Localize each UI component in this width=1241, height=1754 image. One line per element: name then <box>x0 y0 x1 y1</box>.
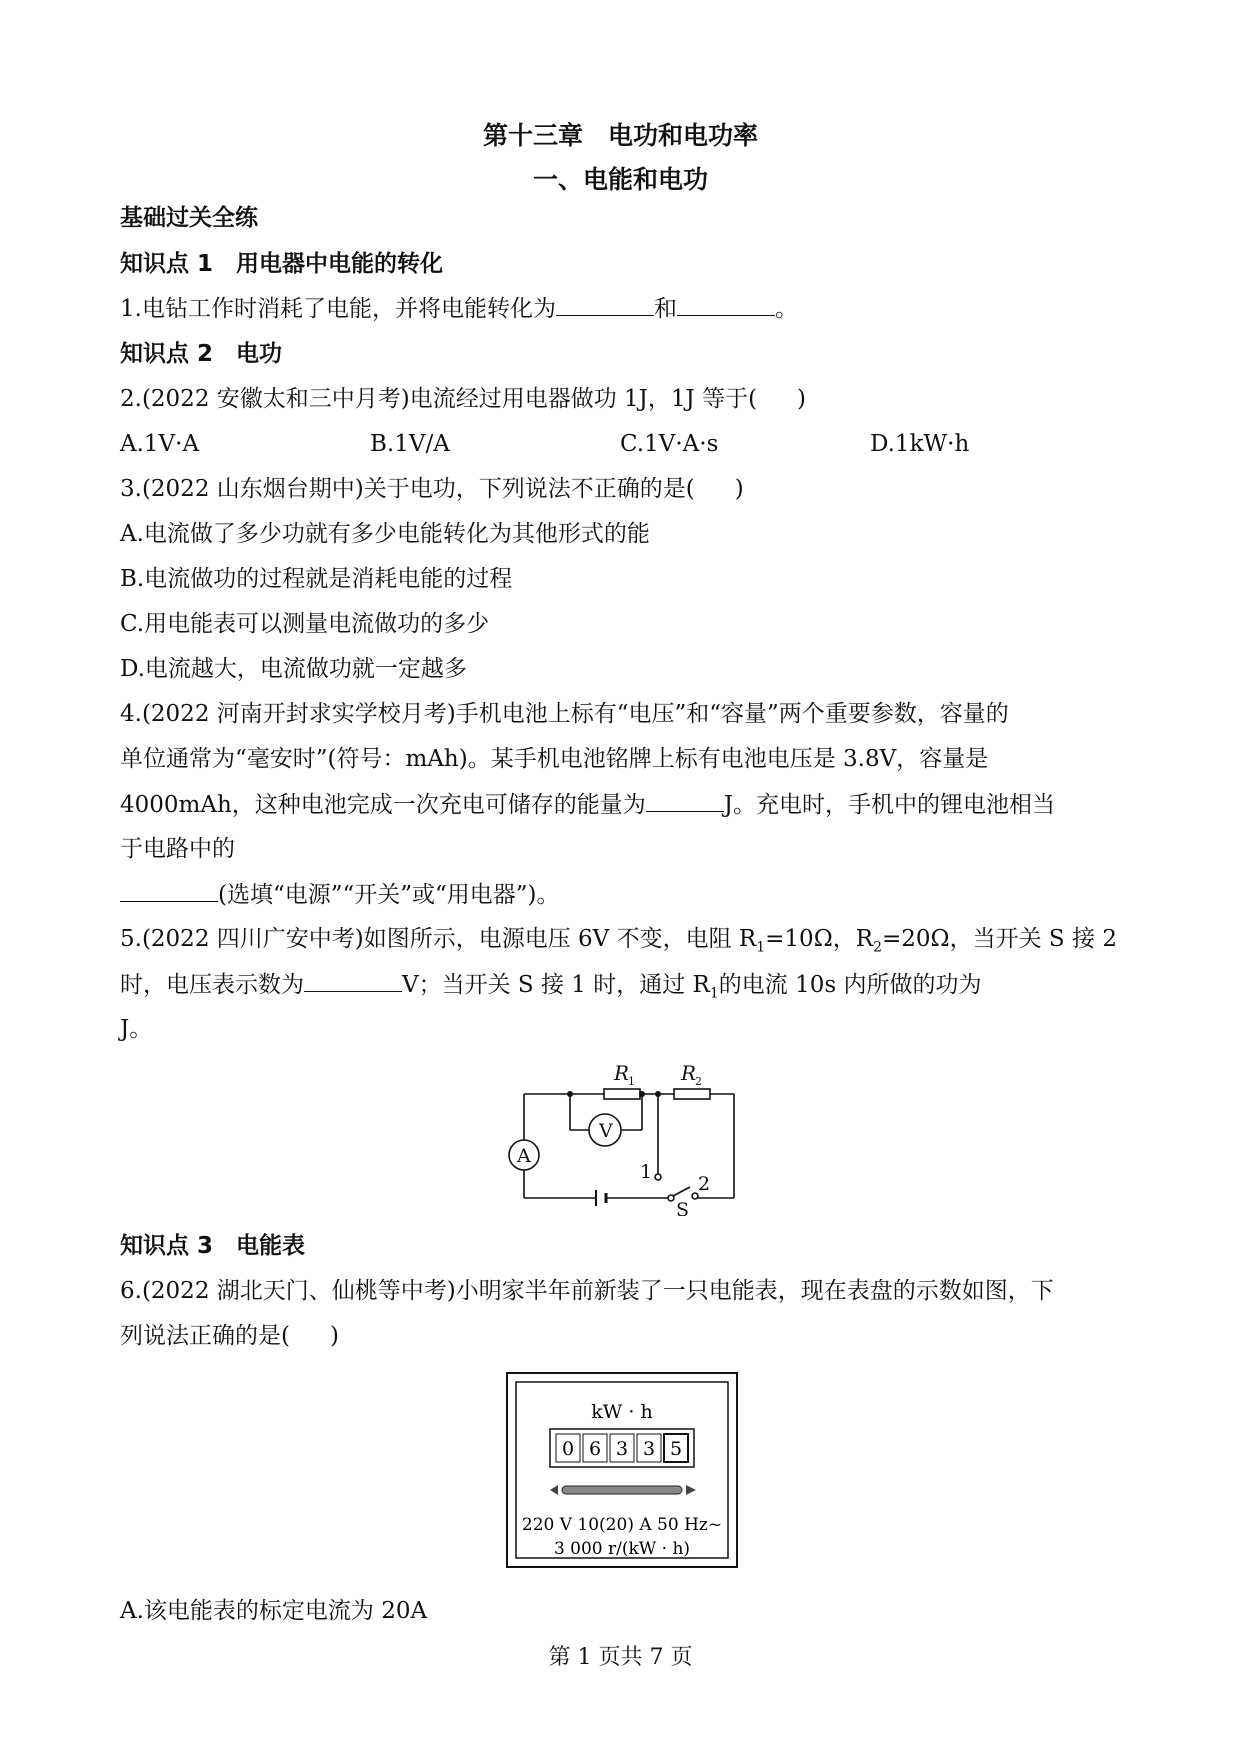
question-1 <box>120 293 798 324</box>
q4-text: (选填“电源”“开关”或“用电器”)。 <box>218 882 560 908</box>
q3-stem: 3.(2022 山东烟台期中)关于电功，下列说法不正确的是( <box>120 476 695 502</box>
q4-line-5 <box>120 879 560 910</box>
meter-spec-rating: 220 V 10(20) A 50 Hz~ <box>521 1515 723 1535</box>
meter-digit: 6 <box>588 1438 602 1460</box>
q6-line-2 <box>120 1321 339 1351</box>
q5-text: 5.(2022 四川广安中考)如图所示，电源电压 6V 不变，电阻 R <box>120 926 757 952</box>
answer-blank[interactable] <box>556 293 654 316</box>
q6-close: ) <box>329 1323 339 1349</box>
meter-digit: 0 <box>561 1438 575 1460</box>
junction <box>567 1091 573 1097</box>
meter-digit: 5 <box>669 1438 683 1460</box>
subscript: 1 <box>756 939 766 956</box>
q1-text: 。 <box>774 296 798 322</box>
answer-blank[interactable] <box>646 789 724 812</box>
q3-close: ) <box>734 476 744 502</box>
rotor-disc <box>562 1486 682 1494</box>
q5-text: 的电流 10s 内所做的功为 <box>718 972 982 998</box>
subscript: 1 <box>709 985 719 1002</box>
meter-digit: 3 <box>642 1438 656 1460</box>
switch-blade <box>673 1187 690 1196</box>
q4-text: J。充电时，手机中的锂电池相当 <box>723 792 1055 818</box>
answer-blank[interactable] <box>677 293 775 316</box>
q6-text: 列说法正确的是( <box>120 1323 290 1349</box>
question-2 <box>120 384 806 414</box>
switch-label: S <box>676 1199 690 1216</box>
meter-digit: 3 <box>615 1438 629 1460</box>
junction <box>639 1091 645 1097</box>
meter-spec-constant: 3 000 r/(kW · h) <box>553 1539 691 1559</box>
contact-1-label: 1 <box>640 1161 653 1183</box>
meter-rotor-indicator <box>550 1485 696 1495</box>
voltmeter-label: V <box>599 1120 613 1142</box>
q5-line-3: J。 <box>120 1016 153 1042</box>
r1-subscript: 1 <box>628 1075 635 1088</box>
meter-unit: kW · h <box>591 1401 653 1423</box>
q1-text: 1.电钻工作时消耗了电能，并将电能转化为 <box>120 296 556 322</box>
junction <box>655 1091 661 1097</box>
kp-title: 用电器中电能的转化 <box>236 251 443 277</box>
q5-text: V；当开关 S 接 1 时，通过 R <box>402 972 710 998</box>
ammeter-label: A <box>517 1145 531 1167</box>
q6-option-a: A.该电能表的标定电流为 20A <box>120 1598 428 1624</box>
q5-line-2 <box>120 969 982 1009</box>
q4-line-2: 单位通常为“毫安时”(符号：mAh)。某手机电池铭牌上标有电池电压是 3.8V，容量是 <box>120 746 989 772</box>
q3-option-c: C.用电能表可以测量电流做功的多少 <box>120 611 490 637</box>
section-title: 一、电能和电功 <box>532 165 708 194</box>
answer-blank[interactable] <box>120 879 218 902</box>
q6-line-1: 6.(2022 湖北天门、仙桃等中考)小明家半年前新装了一只电能表，现在表盘的示数如图，下 <box>120 1278 1054 1304</box>
contact-1 <box>655 1174 661 1180</box>
r2-subscript: 2 <box>695 1075 702 1088</box>
kp-label: 知识点 3 <box>120 1233 214 1259</box>
circuit-diagram <box>490 1050 750 1216</box>
question-3 <box>120 474 744 504</box>
kp-title: 电能表 <box>236 1233 305 1259</box>
knowledge-point-1 <box>120 249 443 279</box>
resistor-r1 <box>604 1089 640 1099</box>
q2-option-b: B.1V/A <box>370 431 450 457</box>
q5-text: 时，电压表示数为 <box>120 972 304 998</box>
q2-option-a: A.1V·A <box>120 431 200 457</box>
kp-label: 知识点 2 <box>120 341 214 367</box>
q3-option-a: A.电流做了多少功就有多少电能转化为其他形式的能 <box>120 521 650 547</box>
page-footer: 第 1 页共 7 页 <box>548 1645 693 1670</box>
exercise-heading: 基础过关全练 <box>120 205 258 231</box>
q5-text: =20Ω，当开关 S 接 2 <box>882 926 1117 952</box>
q2-stem: 2.(2022 安徽太和三中月考)电流经过用电器做功 1J，1J 等于( <box>120 386 758 412</box>
q4-line-1: 4.(2022 河南开封求实学校月考)手机电池上标有“电压”和“容量”两个重要参数，容量的 <box>120 701 1009 727</box>
subscript: 2 <box>873 939 883 956</box>
q1-text: 和 <box>653 296 677 322</box>
chapter-title: 第十三章 电功和电功率 <box>482 121 758 150</box>
q4-line-4: 于电路中的 <box>120 836 235 862</box>
q3-option-d: D.电流越大，电流做功就一定越多 <box>120 656 467 682</box>
q4-line-3 <box>120 789 1055 820</box>
r2-label: R <box>681 1061 697 1085</box>
q5-line-1 <box>120 924 1117 963</box>
knowledge-point-3 <box>120 1231 305 1261</box>
kp-title: 电功 <box>236 341 282 367</box>
answer-blank[interactable] <box>304 969 402 992</box>
q5-text: =10Ω，R <box>765 926 874 952</box>
resistor-r2 <box>674 1089 710 1099</box>
q2-close: ) <box>797 386 807 412</box>
q2-option-c: C.1V·A·s <box>620 431 719 457</box>
q3-option-b: B.电流做功的过程就是消耗电能的过程 <box>120 566 513 592</box>
contact-2-label: 2 <box>698 1173 711 1195</box>
electricity-meter-figure <box>506 1372 738 1568</box>
q2-option-d: D.1kW·h <box>870 431 970 457</box>
r1-label: R <box>614 1061 630 1085</box>
kp-label: 知识点 1 <box>120 251 214 277</box>
knowledge-point-2 <box>120 339 282 369</box>
q4-text: 4000mAh，这种电池完成一次充电可储存的能量为 <box>120 792 646 818</box>
